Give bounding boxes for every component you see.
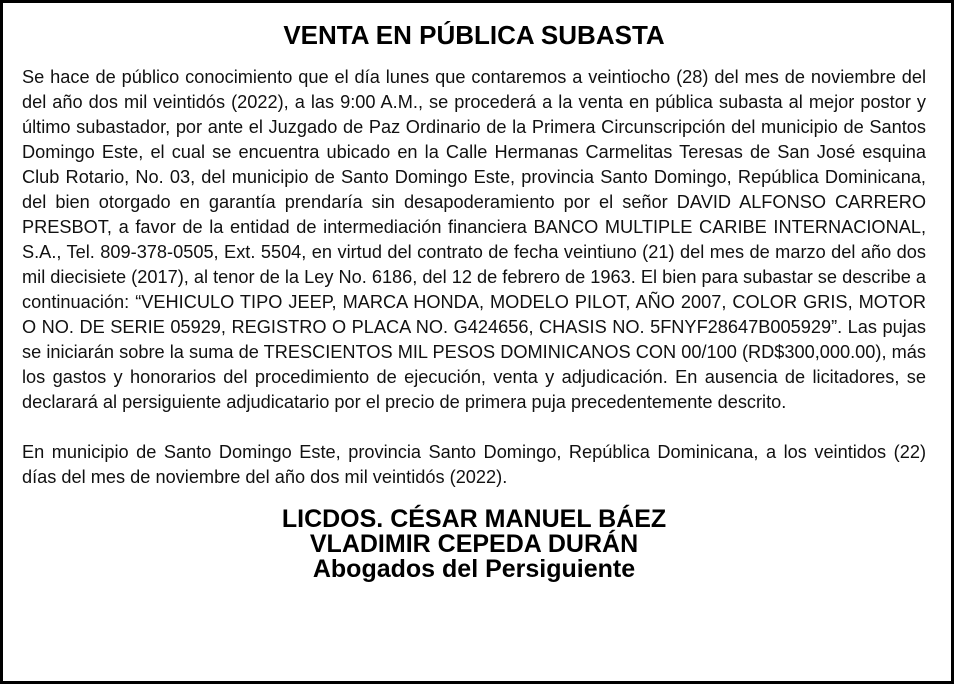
signature-line-lawyer-2: VLADIMIR CEPEDA DURÁN [309,530,639,558]
signature-block [22,507,926,582]
notice-body-paragraph: Se hace de público conocimiento que el día lunes que contaremos a veintiocho (28) del mes de noviembre del del año dos mil veintidós (2022), a las 9:00 A.M., se procederá a la venta en pública subasta al mejor postor y último subastador, por ante el Juzgado de Paz Ordinario de la Primera Circunscripción del municipio de Santos Domingo Este, el cual se encuentra ubicado en la Calle Hermanas Carmelitas Teresas de San José esquina Club Rotario, No. 03, del municipio de Santo Domingo Este, provincia Santo Domingo, República Dominicana, del bien otorgado en garantía prendaría sin desapoderamiento por el señor DAVID ALFONSO CARRERO PRESBOT, a favor de la entidad de intermediación financiera BANCO MULTIPLE CARIBE INTERNACIONAL, S.A., Tel. 809-378-0505, Ext. 5504, en virtud del contrato de fecha veintiuno (21) del mes de marzo del año dos mil diecisiete (2017), al tenor de la Ley No. 6186, del 12 de febrero de 1963. El bien para subastar se describe a continuación: “VEHICULO TIPO JEEP, MARCA HONDA, MODELO PILOT, AÑO 2007, COLOR GRIS, MOTOR O NO. DE SERIE 05929, REGISTRO O PLACA NO. G424656, CHASIS NO. 5FNYF28647B005929”. Las pujas se iniciarán sobre la suma de TRESCIENTOS MIL PESOS DOMINICANOS CON 00/100 (RD$300,000.00), más los gastos y honorarios del procedimiento de ejecución, venta y adjudicación. En ausencia de licitadores, se declarará al persiguiente adjudicatario por el precio de primera puja precedentemente descrito. [22,67,926,412]
notice-date-paragraph: En municipio de Santo Domingo Este, provincia Santo Domingo, República Dominicana, a los veintidos (22) días del mes de noviembre del año dos mil veintidós (2022). [22,442,926,487]
notice-title: VENTA EN PÚBLICA SUBASTA [283,20,665,50]
signature-line-role: Abogados del Persiguiente [312,555,636,583]
signature-line-lawyer-1: LICDOS. CÉSAR MANUEL BÁEZ [281,505,667,533]
